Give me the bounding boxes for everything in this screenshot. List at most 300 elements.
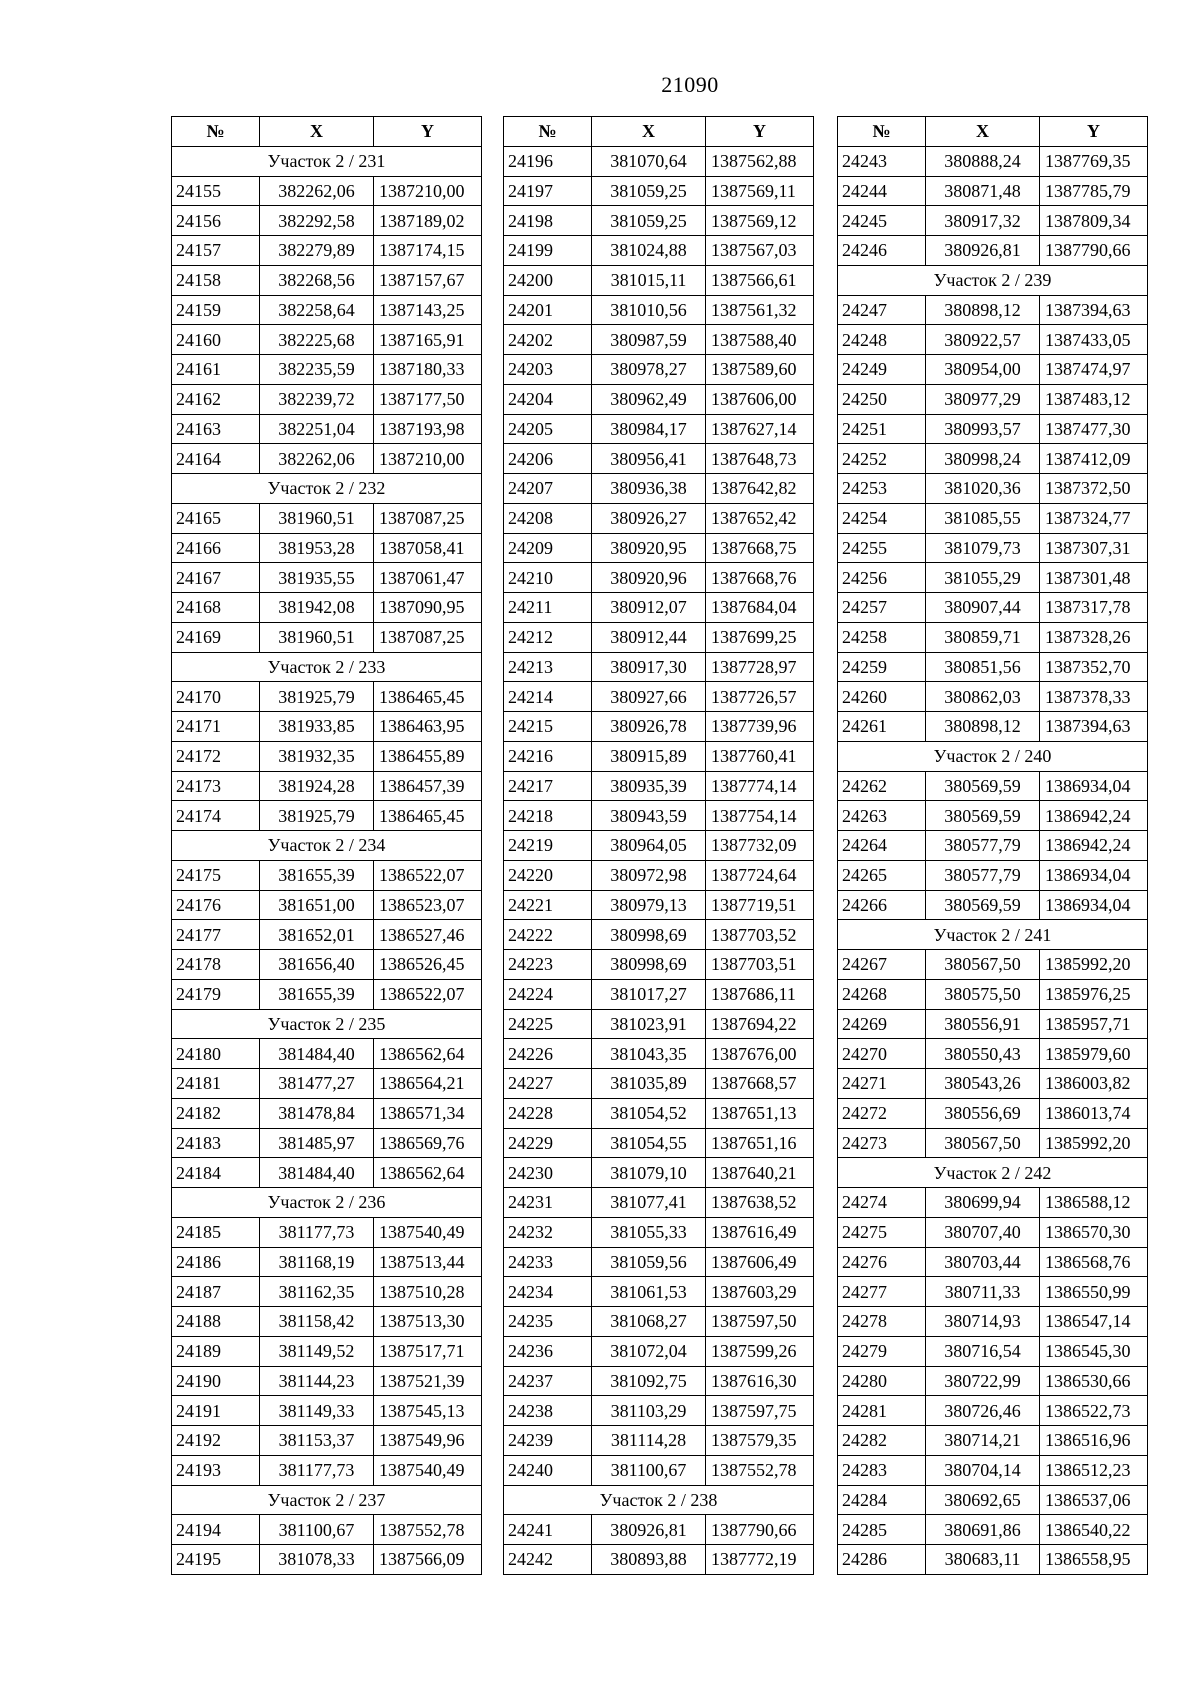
- y-coordinate-cell: 1387686,11: [706, 979, 814, 1009]
- table-header-row: [838, 117, 1148, 147]
- y-coordinate-cell: 1387513,30: [374, 1307, 482, 1337]
- y-coordinate-cell: 1387477,30: [1040, 414, 1148, 444]
- point-number-cell: 24196: [504, 146, 592, 176]
- table-row: [504, 1336, 814, 1366]
- table-row: [838, 146, 1148, 176]
- x-coordinate-cell: 381077,41: [592, 1188, 706, 1218]
- y-coordinate-cell: 1385957,71: [1040, 1009, 1148, 1039]
- table-row: [172, 1277, 482, 1307]
- x-coordinate-cell: 381017,27: [592, 979, 706, 1009]
- point-number-cell: 24166: [172, 533, 260, 563]
- point-number-cell: 24223: [504, 950, 592, 980]
- y-coordinate-cell: 1386527,46: [374, 920, 482, 950]
- x-coordinate-cell: 381935,55: [260, 563, 374, 593]
- y-coordinate-cell: 1387627,14: [706, 414, 814, 444]
- y-coordinate-cell: 1387378,33: [1040, 682, 1148, 712]
- section-title: Участок 2 / 232: [172, 474, 482, 504]
- x-coordinate-cell: 380926,81: [592, 1515, 706, 1545]
- y-coordinate-cell: 1386523,07: [374, 890, 482, 920]
- y-coordinate-cell: 1387760,41: [706, 741, 814, 771]
- section-title: Участок 2 / 235: [172, 1009, 482, 1039]
- x-coordinate-cell: 382279,89: [260, 236, 374, 266]
- x-coordinate-cell: 382292,58: [260, 206, 374, 236]
- table-row: [838, 563, 1148, 593]
- point-number-cell: 24247: [838, 295, 926, 325]
- header-x: X: [260, 117, 374, 147]
- table-row: [172, 1307, 482, 1337]
- x-coordinate-cell: 381942,08: [260, 593, 374, 623]
- y-coordinate-cell: 1386558,95: [1040, 1545, 1148, 1575]
- x-coordinate-cell: 381100,67: [260, 1515, 374, 1545]
- y-coordinate-cell: 1387372,50: [1040, 474, 1148, 504]
- point-number-cell: 24226: [504, 1039, 592, 1069]
- table-row: [172, 325, 482, 355]
- point-number-cell: 24285: [838, 1515, 926, 1545]
- table-row: [504, 146, 814, 176]
- point-number-cell: 24227: [504, 1069, 592, 1099]
- x-coordinate-cell: 381149,52: [260, 1336, 374, 1366]
- table-row: [504, 444, 814, 474]
- section-row: [172, 1188, 482, 1218]
- table-row: [838, 295, 1148, 325]
- x-coordinate-cell: 381103,29: [592, 1396, 706, 1426]
- section-title: Участок 2 / 233: [172, 652, 482, 682]
- table-row: [504, 533, 814, 563]
- point-number-cell: 24219: [504, 831, 592, 861]
- x-coordinate-cell: 380569,59: [926, 890, 1040, 920]
- x-coordinate-cell: 382225,68: [260, 325, 374, 355]
- x-coordinate-cell: 380569,59: [926, 801, 1040, 831]
- y-coordinate-cell: 1387588,40: [706, 325, 814, 355]
- table-row: [838, 771, 1148, 801]
- y-coordinate-cell: 1387180,33: [374, 355, 482, 385]
- table-row: [838, 622, 1148, 652]
- table-row: [838, 414, 1148, 444]
- x-coordinate-cell: 381177,73: [260, 1455, 374, 1485]
- table-row: [838, 1128, 1148, 1158]
- point-number-cell: 24186: [172, 1247, 260, 1277]
- x-coordinate-cell: 381059,25: [592, 176, 706, 206]
- point-number-cell: 24266: [838, 890, 926, 920]
- y-coordinate-cell: 1387732,09: [706, 831, 814, 861]
- x-coordinate-cell: 380851,56: [926, 652, 1040, 682]
- page-number: 21090: [661, 72, 719, 97]
- header-number: №: [838, 117, 926, 147]
- x-coordinate-cell: 381477,27: [260, 1069, 374, 1099]
- x-coordinate-cell: 380711,33: [926, 1277, 1040, 1307]
- y-coordinate-cell: 1386570,30: [1040, 1217, 1148, 1247]
- y-coordinate-cell: 1386547,14: [1040, 1307, 1148, 1337]
- y-coordinate-cell: 1387739,96: [706, 712, 814, 742]
- y-coordinate-cell: 1387566,61: [706, 265, 814, 295]
- section-title: Участок 2 / 237: [172, 1485, 482, 1515]
- point-number-cell: 24174: [172, 801, 260, 831]
- x-coordinate-cell: 381177,73: [260, 1217, 374, 1247]
- y-coordinate-cell: 1387699,25: [706, 622, 814, 652]
- point-number-cell: 24252: [838, 444, 926, 474]
- point-number-cell: 24272: [838, 1098, 926, 1128]
- point-number-cell: 24187: [172, 1277, 260, 1307]
- x-coordinate-cell: 380998,24: [926, 444, 1040, 474]
- point-number-cell: 24251: [838, 414, 926, 444]
- x-coordinate-cell: 380936,38: [592, 474, 706, 504]
- point-number-cell: 24163: [172, 414, 260, 444]
- y-coordinate-cell: 1387668,57: [706, 1069, 814, 1099]
- table-row: [838, 236, 1148, 266]
- point-number-cell: 24275: [838, 1217, 926, 1247]
- x-coordinate-cell: 380987,59: [592, 325, 706, 355]
- x-coordinate-cell: 380920,96: [592, 563, 706, 593]
- y-coordinate-cell: 1387165,91: [374, 325, 482, 355]
- x-coordinate-cell: 380691,86: [926, 1515, 1040, 1545]
- table-row: [172, 206, 482, 236]
- x-coordinate-cell: 381043,35: [592, 1039, 706, 1069]
- point-number-cell: 24245: [838, 206, 926, 236]
- point-number-cell: 24214: [504, 682, 592, 712]
- header-number: №: [504, 117, 592, 147]
- point-number-cell: 24181: [172, 1069, 260, 1099]
- x-coordinate-cell: 380972,98: [592, 860, 706, 890]
- point-number-cell: 24173: [172, 771, 260, 801]
- x-coordinate-cell: 382251,04: [260, 414, 374, 444]
- x-coordinate-cell: 380683,11: [926, 1545, 1040, 1575]
- y-coordinate-cell: 1387552,78: [706, 1455, 814, 1485]
- x-coordinate-cell: 380898,12: [926, 295, 1040, 325]
- point-number-cell: 24189: [172, 1336, 260, 1366]
- table-row: [504, 771, 814, 801]
- x-coordinate-cell: 380920,95: [592, 533, 706, 563]
- y-coordinate-cell: 1387606,00: [706, 384, 814, 414]
- x-coordinate-cell: 381020,36: [926, 474, 1040, 504]
- point-number-cell: 24165: [172, 503, 260, 533]
- x-coordinate-cell: 380556,91: [926, 1009, 1040, 1039]
- y-coordinate-cell: 1386455,89: [374, 741, 482, 771]
- y-coordinate-cell: 1387726,57: [706, 682, 814, 712]
- x-coordinate-cell: 381932,35: [260, 741, 374, 771]
- point-number-cell: 24191: [172, 1396, 260, 1426]
- y-coordinate-cell: 1387090,95: [374, 593, 482, 623]
- y-coordinate-cell: 1387724,64: [706, 860, 814, 890]
- point-number-cell: 24190: [172, 1366, 260, 1396]
- section-row: [172, 146, 482, 176]
- y-coordinate-cell: 1386540,22: [1040, 1515, 1148, 1545]
- table-row: [172, 1217, 482, 1247]
- x-coordinate-cell: 381023,91: [592, 1009, 706, 1039]
- point-number-cell: 24281: [838, 1396, 926, 1426]
- y-coordinate-cell: 1386562,64: [374, 1158, 482, 1188]
- point-number-cell: 24273: [838, 1128, 926, 1158]
- x-coordinate-cell: 381953,28: [260, 533, 374, 563]
- table-row: [172, 503, 482, 533]
- x-coordinate-cell: 381092,75: [592, 1366, 706, 1396]
- x-coordinate-cell: 380912,44: [592, 622, 706, 652]
- x-coordinate-cell: 380699,94: [926, 1188, 1040, 1218]
- table-row: [172, 265, 482, 295]
- y-coordinate-cell: 1387189,02: [374, 206, 482, 236]
- point-number-cell: 24212: [504, 622, 592, 652]
- table-row: [172, 1455, 482, 1485]
- point-number-cell: 24162: [172, 384, 260, 414]
- y-coordinate-cell: 1387177,50: [374, 384, 482, 414]
- point-number-cell: 24276: [838, 1247, 926, 1277]
- y-coordinate-cell: 1387809,34: [1040, 206, 1148, 236]
- table-row: [504, 622, 814, 652]
- header-y: Y: [1040, 117, 1148, 147]
- table-row: [172, 950, 482, 980]
- table-row: [838, 384, 1148, 414]
- y-coordinate-cell: 1387210,00: [374, 444, 482, 474]
- y-coordinate-cell: 1386457,39: [374, 771, 482, 801]
- x-coordinate-cell: 380704,14: [926, 1455, 1040, 1485]
- y-coordinate-cell: 1387483,12: [1040, 384, 1148, 414]
- table-header-row: [504, 117, 814, 147]
- table-row: [172, 1396, 482, 1426]
- point-number-cell: 24280: [838, 1366, 926, 1396]
- point-number-cell: 24210: [504, 563, 592, 593]
- y-coordinate-cell: 1387540,49: [374, 1455, 482, 1485]
- x-coordinate-cell: 381068,27: [592, 1307, 706, 1337]
- x-coordinate-cell: 381149,33: [260, 1396, 374, 1426]
- table-row: [504, 206, 814, 236]
- y-coordinate-cell: 1387567,03: [706, 236, 814, 266]
- y-coordinate-cell: 1386545,30: [1040, 1336, 1148, 1366]
- x-coordinate-cell: 380707,40: [926, 1217, 1040, 1247]
- y-coordinate-cell: 1387552,78: [374, 1515, 482, 1545]
- y-coordinate-cell: 1386516,96: [1040, 1426, 1148, 1456]
- table-row: [838, 1039, 1148, 1069]
- table-row: [838, 682, 1148, 712]
- y-coordinate-cell: 1386934,04: [1040, 771, 1148, 801]
- section-row: [172, 474, 482, 504]
- table-row: [838, 1069, 1148, 1099]
- table-row: [172, 920, 482, 950]
- x-coordinate-cell: 381960,51: [260, 622, 374, 652]
- y-coordinate-cell: 1387774,14: [706, 771, 814, 801]
- y-coordinate-cell: 1386526,45: [374, 950, 482, 980]
- table-row: [172, 712, 482, 742]
- x-coordinate-cell: 381024,88: [592, 236, 706, 266]
- point-number-cell: 24160: [172, 325, 260, 355]
- x-coordinate-cell: 380577,79: [926, 831, 1040, 861]
- point-number-cell: 24182: [172, 1098, 260, 1128]
- table-row: [172, 771, 482, 801]
- y-coordinate-cell: 1387652,42: [706, 503, 814, 533]
- x-coordinate-cell: 381078,33: [260, 1545, 374, 1575]
- x-coordinate-cell: 381651,00: [260, 890, 374, 920]
- y-coordinate-cell: 1386564,21: [374, 1069, 482, 1099]
- section-row: [172, 1009, 482, 1039]
- point-number-cell: 24172: [172, 741, 260, 771]
- point-number-cell: 24170: [172, 682, 260, 712]
- y-coordinate-cell: 1387474,97: [1040, 355, 1148, 385]
- y-coordinate-cell: 1387301,48: [1040, 563, 1148, 593]
- x-coordinate-cell: 380726,46: [926, 1396, 1040, 1426]
- table-row: [838, 979, 1148, 1009]
- x-coordinate-cell: 380917,32: [926, 206, 1040, 236]
- point-number-cell: 24221: [504, 890, 592, 920]
- coordinates-table-column-3: [837, 116, 1148, 1575]
- x-coordinate-cell: 381010,56: [592, 295, 706, 325]
- point-number-cell: 24242: [504, 1545, 592, 1575]
- table-row: [838, 1515, 1148, 1545]
- table-row: [504, 355, 814, 385]
- x-coordinate-cell: 380907,44: [926, 593, 1040, 623]
- point-number-cell: 24156: [172, 206, 260, 236]
- point-number-cell: 24256: [838, 563, 926, 593]
- y-coordinate-cell: 1387412,09: [1040, 444, 1148, 474]
- point-number-cell: 24218: [504, 801, 592, 831]
- point-number-cell: 24236: [504, 1336, 592, 1366]
- section-row: [838, 741, 1148, 771]
- point-number-cell: 24239: [504, 1426, 592, 1456]
- point-number-cell: 24268: [838, 979, 926, 1009]
- point-number-cell: 24164: [172, 444, 260, 474]
- y-coordinate-cell: 1387143,25: [374, 295, 482, 325]
- table-row: [504, 1009, 814, 1039]
- table-row: [172, 622, 482, 652]
- table-row: [172, 860, 482, 890]
- x-coordinate-cell: 381055,29: [926, 563, 1040, 593]
- point-number-cell: 24228: [504, 1098, 592, 1128]
- table-row: [172, 1545, 482, 1575]
- x-coordinate-cell: 380716,54: [926, 1336, 1040, 1366]
- point-number-cell: 24213: [504, 652, 592, 682]
- y-coordinate-cell: 1386512,23: [1040, 1455, 1148, 1485]
- x-coordinate-cell: 380871,48: [926, 176, 1040, 206]
- point-number-cell: 24211: [504, 593, 592, 623]
- point-number-cell: 24269: [838, 1009, 926, 1039]
- y-coordinate-cell: 1387589,60: [706, 355, 814, 385]
- table-row: [504, 265, 814, 295]
- y-coordinate-cell: 1387549,96: [374, 1426, 482, 1456]
- point-number-cell: 24262: [838, 771, 926, 801]
- x-coordinate-cell: 382239,72: [260, 384, 374, 414]
- point-number-cell: 24207: [504, 474, 592, 504]
- y-coordinate-cell: 1387790,66: [706, 1515, 814, 1545]
- y-coordinate-cell: 1387328,26: [1040, 622, 1148, 652]
- table-row: [838, 593, 1148, 623]
- point-number-cell: 24168: [172, 593, 260, 623]
- x-coordinate-cell: 381059,56: [592, 1247, 706, 1277]
- x-coordinate-cell: 380569,59: [926, 771, 1040, 801]
- section-row: [172, 1485, 482, 1515]
- x-coordinate-cell: 380998,69: [592, 920, 706, 950]
- table-row: [838, 1307, 1148, 1337]
- header-x: X: [592, 117, 706, 147]
- x-coordinate-cell: 380692,65: [926, 1485, 1040, 1515]
- point-number-cell: 24267: [838, 950, 926, 980]
- y-coordinate-cell: 1386550,99: [1040, 1277, 1148, 1307]
- table-row: [172, 444, 482, 474]
- y-coordinate-cell: 1387193,98: [374, 414, 482, 444]
- y-coordinate-cell: 1386934,04: [1040, 890, 1148, 920]
- y-coordinate-cell: 1385992,20: [1040, 1128, 1148, 1158]
- point-number-cell: 24222: [504, 920, 592, 950]
- y-coordinate-cell: 1387545,13: [374, 1396, 482, 1426]
- table-row: [504, 563, 814, 593]
- table-row: [504, 295, 814, 325]
- x-coordinate-cell: 382258,64: [260, 295, 374, 325]
- point-number-cell: 24198: [504, 206, 592, 236]
- y-coordinate-cell: 1387640,21: [706, 1158, 814, 1188]
- table-row: [504, 474, 814, 504]
- y-coordinate-cell: 1387517,71: [374, 1336, 482, 1366]
- table-row: [172, 1098, 482, 1128]
- point-number-cell: 24237: [504, 1366, 592, 1396]
- x-coordinate-cell: 380926,81: [926, 236, 1040, 266]
- table-header-row: [172, 117, 482, 147]
- point-number-cell: 24249: [838, 355, 926, 385]
- table-row: [504, 593, 814, 623]
- x-coordinate-cell: 382262,06: [260, 444, 374, 474]
- x-coordinate-cell: 380993,57: [926, 414, 1040, 444]
- y-coordinate-cell: 1387561,32: [706, 295, 814, 325]
- point-number-cell: 24270: [838, 1039, 926, 1069]
- y-coordinate-cell: 1387058,41: [374, 533, 482, 563]
- point-number-cell: 24265: [838, 860, 926, 890]
- point-number-cell: 24284: [838, 1485, 926, 1515]
- table-row: [504, 682, 814, 712]
- section-title: Участок 2 / 236: [172, 1188, 482, 1218]
- table-row: [504, 176, 814, 206]
- point-number-cell: 24184: [172, 1158, 260, 1188]
- x-coordinate-cell: 381061,53: [592, 1277, 706, 1307]
- table-row: [172, 890, 482, 920]
- point-number-cell: 24206: [504, 444, 592, 474]
- y-coordinate-cell: 1387087,25: [374, 622, 482, 652]
- point-number-cell: 24193: [172, 1455, 260, 1485]
- table-row: [172, 801, 482, 831]
- table-row: [838, 325, 1148, 355]
- section-row: [838, 1158, 1148, 1188]
- x-coordinate-cell: 380915,89: [592, 741, 706, 771]
- section-row: [838, 920, 1148, 950]
- x-coordinate-cell: 380898,12: [926, 712, 1040, 742]
- x-coordinate-cell: 381168,19: [260, 1247, 374, 1277]
- x-coordinate-cell: 380954,00: [926, 355, 1040, 385]
- x-coordinate-cell: 380922,57: [926, 325, 1040, 355]
- table-row: [504, 1426, 814, 1456]
- section-title: Участок 2 / 240: [838, 741, 1148, 771]
- table-row: [172, 1515, 482, 1545]
- table-row: [838, 1277, 1148, 1307]
- point-number-cell: 24188: [172, 1307, 260, 1337]
- y-coordinate-cell: 1387651,13: [706, 1098, 814, 1128]
- point-number-cell: 24195: [172, 1545, 260, 1575]
- x-coordinate-cell: 381924,28: [260, 771, 374, 801]
- y-coordinate-cell: 1385979,60: [1040, 1039, 1148, 1069]
- point-number-cell: 24171: [172, 712, 260, 742]
- y-coordinate-cell: 1387597,50: [706, 1307, 814, 1337]
- point-number-cell: 24176: [172, 890, 260, 920]
- x-coordinate-cell: 380859,71: [926, 622, 1040, 652]
- table-row: [504, 1188, 814, 1218]
- x-coordinate-cell: 381144,23: [260, 1366, 374, 1396]
- table-row: [504, 860, 814, 890]
- x-coordinate-cell: 381079,10: [592, 1158, 706, 1188]
- y-coordinate-cell: 1387676,00: [706, 1039, 814, 1069]
- section-row: [504, 1485, 814, 1515]
- table-row: [172, 1247, 482, 1277]
- table-row: [172, 355, 482, 385]
- x-coordinate-cell: 380556,69: [926, 1098, 1040, 1128]
- x-coordinate-cell: 382262,06: [260, 176, 374, 206]
- table-row: [838, 444, 1148, 474]
- table-row: [838, 1396, 1148, 1426]
- x-coordinate-cell: 381162,35: [260, 1277, 374, 1307]
- table-row: [172, 1069, 482, 1099]
- point-number-cell: 24202: [504, 325, 592, 355]
